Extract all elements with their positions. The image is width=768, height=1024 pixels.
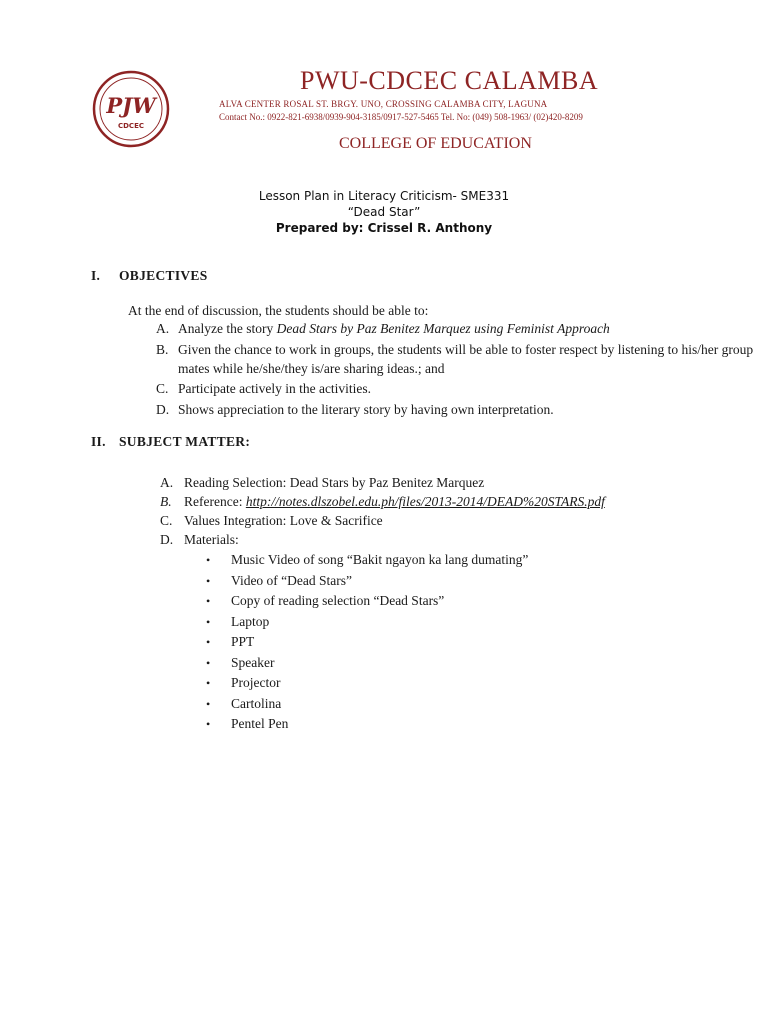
section-subject-matter-heading <box>91 434 250 450</box>
section-objectives-heading <box>91 268 208 284</box>
subject-text: Materials: <box>184 532 239 547</box>
subject-item <box>160 511 720 530</box>
objective-text: Participate actively in the activities. <box>178 381 372 396</box>
section-title: SUBJECT MATTER: <box>119 434 251 449</box>
subject-text: Reading Selection: Dead Stars by Paz Benitez Marquez <box>184 475 485 490</box>
logo-monogram: PJW <box>106 93 156 118</box>
material-item <box>204 571 528 592</box>
material-item <box>204 612 528 633</box>
institution-name: PWU-CDCEC CALAMBA <box>300 66 599 95</box>
bullet-icon: • <box>206 614 211 629</box>
material-text: Cartolina <box>231 695 282 711</box>
objective-item <box>156 379 676 398</box>
objectives-list <box>156 319 754 420</box>
objectives-intro: At the end of discussion, the students should be able to: <box>128 303 429 318</box>
objective-item <box>156 319 676 338</box>
material-text: Copy of reading selection “Dead Stars” <box>231 593 445 608</box>
objective-text: Analyze the story <box>178 321 277 336</box>
material-text: PPT <box>231 634 255 649</box>
objective-text: Given the chance to work in groups, the students will be able to foster respect by listening to his/her group mates while he/she/they is/are sharing ideas.; and <box>178 341 754 376</box>
materials-list <box>204 550 528 735</box>
lesson-title-block <box>0 188 768 236</box>
bullet-icon: • <box>206 655 211 670</box>
subject-matter-list <box>160 473 720 549</box>
material-text: Music Video of song “Bakit ngayon ka lang dumating” <box>231 552 529 567</box>
section-number: II. <box>91 434 106 449</box>
item-letter: C. <box>156 381 169 396</box>
bullet-icon: • <box>206 594 211 608</box>
bullet-icon: • <box>206 696 211 711</box>
subject-item <box>160 492 720 511</box>
material-text: Video of “Dead Stars” <box>231 572 353 588</box>
bullet-icon: • <box>206 717 211 731</box>
institution-contact: Contact No.: 0922-821-6938/0939-904-3185/0917-527-5465 Tel. No: (049) 508-1963/ (02)420-8209 <box>219 112 583 122</box>
lesson-plan-title: Lesson Plan in Literacy Criticism- SME331 <box>258 189 510 203</box>
item-letter: D. <box>156 401 170 417</box>
bullet-icon: • <box>206 553 211 567</box>
material-text: Projector <box>231 675 281 690</box>
section-title: OBJECTIVES <box>119 268 208 283</box>
college-name: COLLEGE OF EDUCATION <box>339 135 532 152</box>
item-letter: C. <box>160 513 173 528</box>
prepared-by: Prepared by: Crissel R. Anthony <box>275 221 493 235</box>
institution-address: ALVA CENTER ROSAL ST. BRGY. UNO, CROSSING CALAMBA CITY, LAGUNA <box>219 99 548 109</box>
objective-item <box>156 400 676 419</box>
material-text: Speaker <box>231 654 275 670</box>
reference-label: Reference: <box>184 494 246 509</box>
objective-italic-text: Dead Stars by Paz Benitez Marquez using Feminist Approach <box>276 321 610 336</box>
material-text: Pentel Pen <box>231 716 289 731</box>
item-letter: A. <box>160 475 174 490</box>
item-letter: B. <box>160 494 172 509</box>
subject-item <box>160 530 720 549</box>
bullet-icon: • <box>206 573 211 588</box>
bullet-icon: • <box>206 635 211 649</box>
material-item <box>204 632 528 653</box>
material-item <box>204 673 528 694</box>
school-logo <box>92 70 170 148</box>
objective-item <box>156 340 754 378</box>
subject-item <box>160 473 720 492</box>
material-text: Laptop <box>231 613 270 629</box>
subject-text: Values Integration: Love & Sacrifice <box>184 513 383 528</box>
material-item <box>204 714 528 735</box>
material-item <box>204 653 528 674</box>
story-title: “Dead Star” <box>347 205 421 219</box>
item-letter: D. <box>160 532 174 547</box>
section-number: I. <box>91 268 101 283</box>
material-item <box>204 694 528 715</box>
item-letter: A. <box>156 321 170 336</box>
material-item <box>204 550 528 571</box>
item-letter: B. <box>156 341 169 357</box>
reference-link[interactable]: http://notes.dlszobel.edu.ph/files/2013-2014/DEAD%20STARS.pdf <box>245 494 605 509</box>
objective-text: Shows appreciation to the literary story by having own interpretation. <box>178 401 554 417</box>
bullet-icon: • <box>206 676 211 690</box>
material-item <box>204 591 528 612</box>
logo-subtext: CDCEC <box>117 122 145 130</box>
